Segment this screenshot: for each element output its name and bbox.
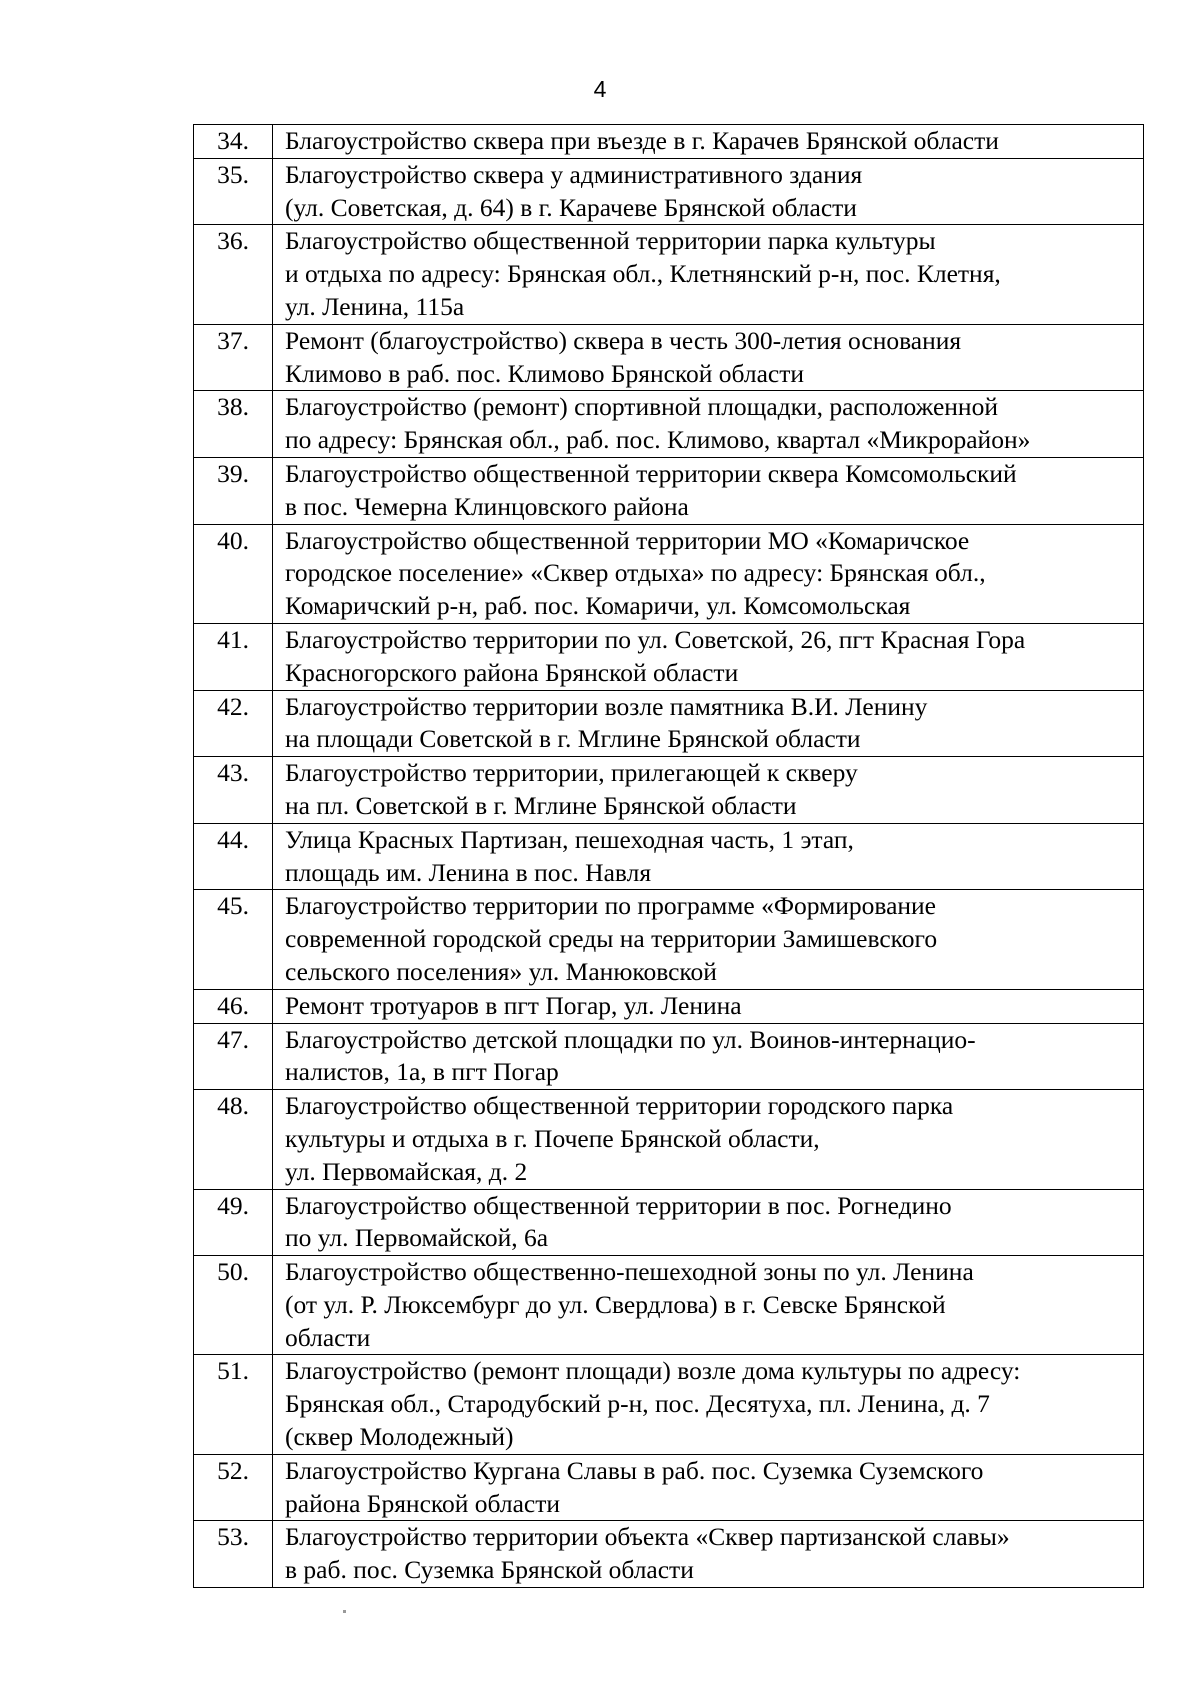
table-row [194, 623, 1144, 690]
row-number: 50. [194, 1256, 273, 1355]
row-number: 36. [194, 225, 273, 324]
row-description: Благоустройство общественной территории парка культуры и отдыха по адресу: Брянская обл., Клетнянский р-н, пос. Клетня, ул. Ленина, 115а [273, 225, 1144, 324]
row-description: Благоустройство общественно-пешеходной зоны по ул. Ленина (от ул. Р. Люксембург до ул. Свердлова) в г. Севске Брянской области [273, 1256, 1144, 1355]
row-number: 45. [194, 890, 273, 989]
table-row [194, 1454, 1144, 1521]
table-row [194, 524, 1144, 623]
table-row [194, 457, 1144, 524]
row-description: Благоустройство территории, прилегающей к скверу на пл. Советской в г. Мглине Брянской области [273, 757, 1144, 824]
table-row [194, 989, 1144, 1023]
row-description: Благоустройство территории по программе «Формирование современной городской среды на территории Замишевского сельского поселения» ул. Манюковской [273, 890, 1144, 989]
table-row [194, 225, 1144, 324]
row-number: 48. [194, 1090, 273, 1189]
row-number: 42. [194, 690, 273, 757]
table-row [194, 125, 1144, 159]
table-row [194, 1023, 1144, 1090]
row-number: 34. [194, 125, 273, 159]
table-row [194, 690, 1144, 757]
projects-table [193, 124, 1144, 1588]
row-number: 47. [194, 1023, 273, 1090]
table-row [194, 1090, 1144, 1189]
table-row [194, 1355, 1144, 1454]
row-description: Благоустройство (ремонт площади) возле дома культуры по адресу: Брянская обл., Стародубский р-н, пос. Десятуха, пл. Ленина, д. 7 (сквер Молодежный) [273, 1355, 1144, 1454]
row-description: Благоустройство территории по ул. Советской, 26, пгт Красная Гора Красногорского района Брянской области [273, 623, 1144, 690]
table-row [194, 1521, 1144, 1588]
row-number: 40. [194, 524, 273, 623]
row-description: Благоустройство общественной территории сквера Комсомольский в пос. Чемерна Клинцовского района [273, 457, 1144, 524]
scan-speck [343, 1610, 346, 1613]
row-description: Ремонт тротуаров в пгт Погар, ул. Ленина [273, 989, 1144, 1023]
row-description: Благоустройство сквера при въезде в г. Карачев Брянской области [273, 125, 1144, 159]
row-description: Благоустройство Кургана Славы в раб. пос. Суземка Суземского района Брянской области [273, 1454, 1144, 1521]
row-number: 46. [194, 989, 273, 1023]
row-description: Благоустройство территории возле памятника В.И. Ленину на площади Советской в г. Мглине Брянской области [273, 690, 1144, 757]
row-number: 38. [194, 391, 273, 458]
row-number: 39. [194, 457, 273, 524]
table-row [194, 391, 1144, 458]
row-number: 41. [194, 623, 273, 690]
table-row [194, 890, 1144, 989]
row-description: Ремонт (благоустройство) сквера в честь 300-летия основания Климово в раб. пос. Климово Брянской области [273, 324, 1144, 391]
row-number: 35. [194, 158, 273, 225]
table-row [194, 757, 1144, 824]
row-description: Благоустройство сквера у административного здания (ул. Советская, д. 64) в г. Карачеве Брянской области [273, 158, 1144, 225]
row-description: Благоустройство общественной территории городского парка культуры и отдыха в г. Почепе Брянской области, ул. Первомайская, д. 2 [273, 1090, 1144, 1189]
row-number: 51. [194, 1355, 273, 1454]
row-number: 53. [194, 1521, 273, 1588]
row-number: 52. [194, 1454, 273, 1521]
row-description: Благоустройство детской площадки по ул. Воинов-интернацио- налистов, 1а, в пгт Погар [273, 1023, 1144, 1090]
table-row [194, 324, 1144, 391]
table-row [194, 1189, 1144, 1256]
row-description: Благоустройство (ремонт) спортивной площадки, расположенной по адресу: Брянская обл., раб. пос. Климово, квартал «Микрорайон» [273, 391, 1144, 458]
page-number: 4 [593, 76, 607, 102]
row-description: Благоустройство общественной территории МО «Комаричское городское поселение» «Сквер отдыха» по адресу: Брянская обл., Комаричский р-н, раб. пос. Комаричи, ул. Комсомольская [273, 524, 1144, 623]
row-number: 37. [194, 324, 273, 391]
row-description: Благоустройство общественной территории в пос. Рогнедино по ул. Первомайской, 6а [273, 1189, 1144, 1256]
row-number: 49. [194, 1189, 273, 1256]
row-description: Благоустройство территории объекта «Сквер партизанской славы» в раб. пос. Суземка Брянской области [273, 1521, 1144, 1588]
row-description: Улица Красных Партизан, пешеходная часть, 1 этап, площадь им. Ленина в пос. Навля [273, 823, 1144, 890]
row-number: 43. [194, 757, 273, 824]
table-row [194, 823, 1144, 890]
table-row [194, 158, 1144, 225]
row-number: 44. [194, 823, 273, 890]
table-row [194, 1256, 1144, 1355]
